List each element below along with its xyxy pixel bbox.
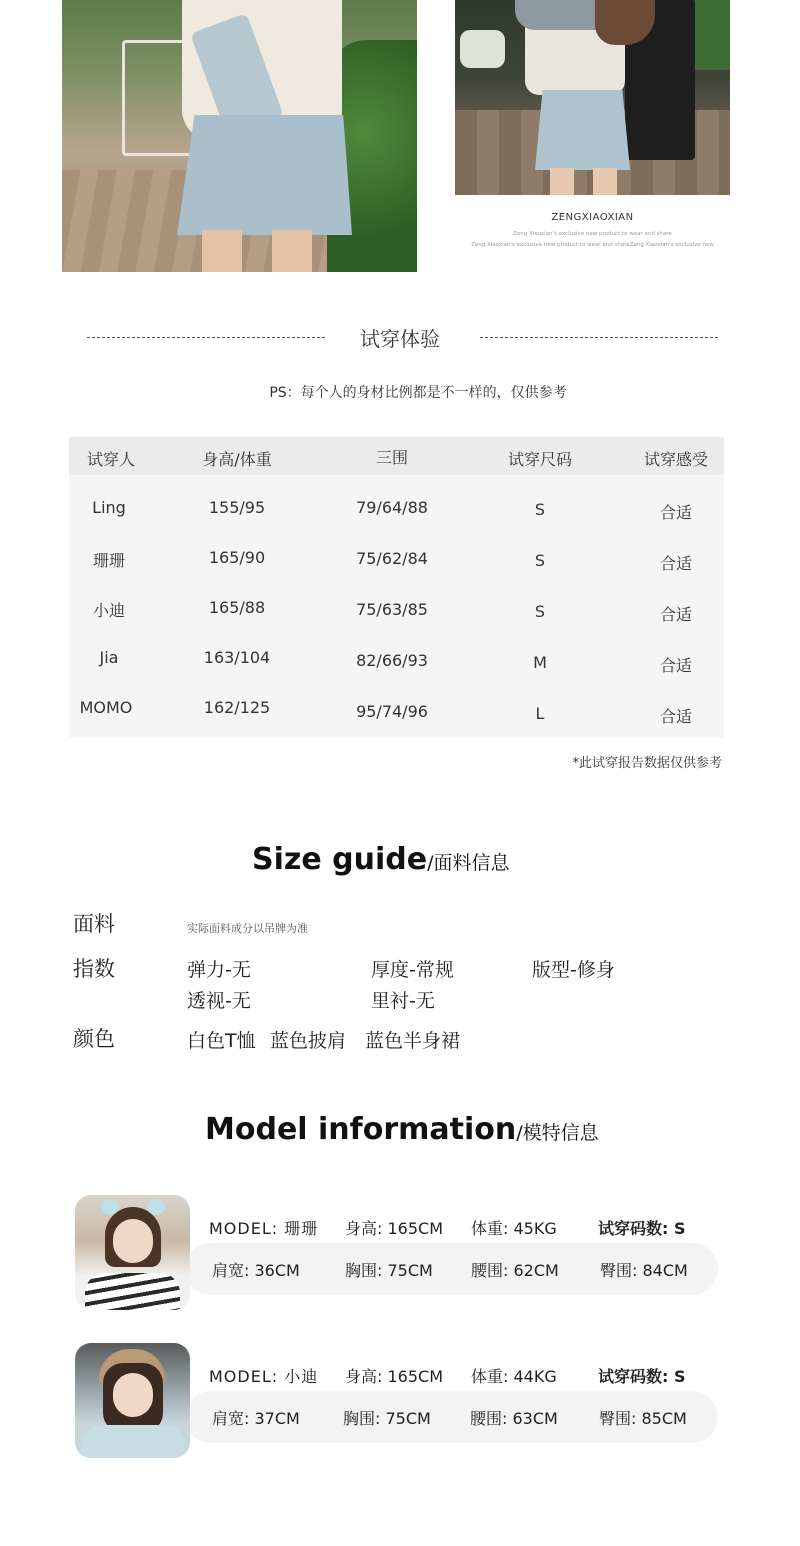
fitting-ps-note: PS：每个人的身材比例都是不一样的，仅供参考 xyxy=(269,385,567,401)
model-waist: 腰围: 63CM xyxy=(470,1409,558,1428)
table-cell-hw: 165/88 xyxy=(208,598,266,617)
table-cell-feel: 合适 xyxy=(659,656,693,675)
table-cell-size: S xyxy=(534,602,546,621)
header-size: 试穿尺码 xyxy=(507,450,573,469)
header-feel: 试穿感受 xyxy=(643,450,709,469)
table-cell-meas: 82/66/93 xyxy=(356,651,428,670)
size-guide-subtitle: /面料信息 xyxy=(427,852,510,874)
table-cell-feel: 合适 xyxy=(659,605,693,624)
model-avatar xyxy=(75,1343,190,1458)
table-cell-name: Jia xyxy=(99,648,119,667)
color-label: 颜色 xyxy=(73,1027,115,1051)
model-name: MODEL: 珊珊 xyxy=(209,1219,319,1238)
header-height-weight: 身高/体重 xyxy=(202,450,272,469)
table-cell-meas: 75/62/84 xyxy=(356,549,428,568)
model-info-heading xyxy=(205,1112,599,1147)
index-elasticity: 弹力-无 xyxy=(187,959,251,981)
index-label: 指数 xyxy=(73,957,115,981)
model-hip: 臀围: 84CM xyxy=(600,1261,688,1280)
table-cell-hw: 165/90 xyxy=(208,548,266,567)
table-cell-hw: 163/104 xyxy=(203,648,271,667)
table-cell-size: L xyxy=(535,704,545,723)
fitting-disclaimer: *此试穿报告数据仅供参考 xyxy=(572,756,722,771)
size-guide-title: Size guide xyxy=(252,842,428,877)
model-info-subtitle: /模特信息 xyxy=(516,1122,599,1144)
model-bust: 胸围: 75CM xyxy=(345,1261,433,1280)
product-photo-front xyxy=(62,0,417,272)
model-height: 身高: 165CM xyxy=(345,1367,443,1386)
fabric-label: 面料 xyxy=(73,912,115,936)
table-cell-meas: 95/74/96 xyxy=(356,702,428,721)
table-cell-meas: 79/64/88 xyxy=(356,498,428,517)
model-bust: 胸围: 75CM xyxy=(343,1409,431,1428)
model-size: 试穿码数: S xyxy=(598,1367,686,1386)
model-size: 试穿码数: S xyxy=(598,1219,686,1238)
table-cell-hw: 162/125 xyxy=(203,698,271,717)
product-photo-back xyxy=(455,0,730,195)
model-hip: 臀围: 85CM xyxy=(599,1409,687,1428)
brand-tagline-2: Zeng Xiaoxian's exclusive new product to wear and shareZeng Xiaoxian's exclusive new xyxy=(471,242,714,248)
model-shoulder: 肩宽: 36CM xyxy=(212,1261,300,1280)
model-waist: 腰围: 62CM xyxy=(471,1261,559,1280)
header-measurements: 三围 xyxy=(375,448,409,467)
table-cell-name: 小迪 xyxy=(92,601,126,620)
fabric-note: 实际面料成分以吊牌为准 xyxy=(187,922,308,935)
color-item: 蓝色披肩 xyxy=(270,1030,347,1052)
model-info-title: Model information xyxy=(205,1112,517,1147)
model-name: MODEL: 小迪 xyxy=(209,1367,319,1386)
table-cell-meas: 75/63/85 xyxy=(356,600,428,619)
model-shoulder: 肩宽: 37CM xyxy=(212,1409,300,1428)
table-cell-feel: 合适 xyxy=(659,503,693,522)
table-cell-feel: 合适 xyxy=(659,554,693,573)
index-thickness: 厚度-常规 xyxy=(371,959,454,981)
table-cell-size: S xyxy=(534,551,546,570)
table-cell-feel: 合适 xyxy=(659,707,693,726)
index-fit: 版型-修身 xyxy=(532,959,615,981)
size-guide-heading xyxy=(252,842,509,877)
index-transparency: 透视-无 xyxy=(187,990,251,1012)
brand-tagline-1: Zeng Xiaoxian's exclusive new product to wear and share xyxy=(513,231,672,237)
table-cell-name: 珊珊 xyxy=(92,551,126,570)
table-cell-size: M xyxy=(533,653,547,672)
model-avatar xyxy=(75,1195,190,1310)
index-lining: 里衬-无 xyxy=(371,990,435,1012)
header-tester: 试穿人 xyxy=(86,450,136,469)
color-item: 白色T恤 xyxy=(187,1030,256,1052)
section-title-fitting: 试穿体验 xyxy=(360,327,440,351)
model-weight: 体重: 45KG xyxy=(471,1219,557,1238)
fitting-table-header xyxy=(69,437,724,475)
model-height: 身高: 165CM xyxy=(345,1219,443,1238)
table-cell-name: Ling xyxy=(92,498,126,517)
table-cell-hw: 155/95 xyxy=(208,498,266,517)
color-item: 蓝色半身裙 xyxy=(365,1030,461,1052)
table-cell-size: S xyxy=(534,500,546,519)
table-cell-name: MOMO xyxy=(79,698,133,717)
divider-right xyxy=(480,337,718,338)
model-weight: 体重: 44KG xyxy=(471,1367,557,1386)
brand-name: ZENGXIAOXIAN xyxy=(551,212,634,223)
divider-left xyxy=(87,337,325,338)
fitting-table xyxy=(69,437,724,737)
